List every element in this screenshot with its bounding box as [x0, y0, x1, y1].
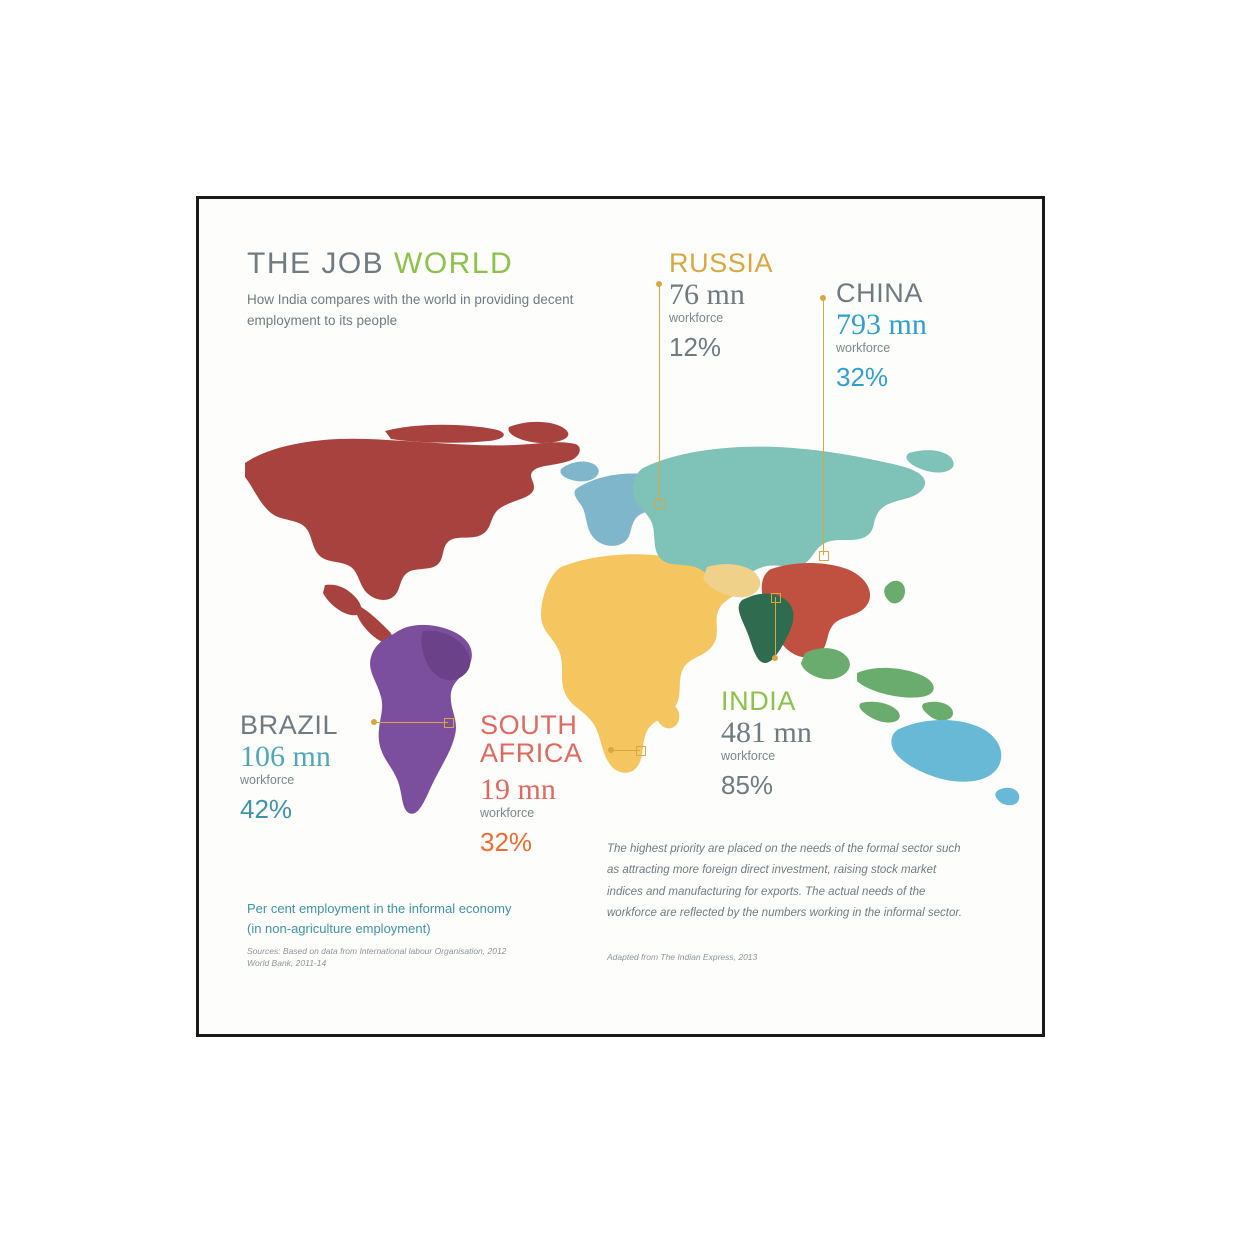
percent-value-russia: 12%: [669, 332, 722, 363]
title-block: [247, 247, 637, 332]
leader-dot-china: [820, 295, 826, 301]
workforce-label-brazil: workforce: [240, 773, 295, 788]
workforce-label-china: workforce: [836, 341, 891, 356]
callout-china[interactable]: [836, 279, 927, 393]
sources-line-2: World Bank, 2011-14: [247, 958, 327, 969]
percent-value-india: 85%: [721, 770, 774, 801]
leader-line-brazil: [375, 722, 448, 723]
map-region-north-america: [245, 425, 580, 616]
leader-dot-brazil: [371, 719, 377, 725]
sources-note: [247, 945, 592, 970]
sources-line-1: Sources: Based on data from International labour Organisation, 2012: [247, 946, 507, 956]
country-name-china: CHINA: [836, 278, 924, 308]
callout-india[interactable]: [721, 687, 812, 801]
workforce-label-russia: workforce: [669, 311, 724, 326]
map-region-greenland: [508, 422, 568, 443]
title-highlight: WORLD: [394, 247, 514, 280]
country-name-russia: RUSSIA: [669, 248, 774, 278]
map-region-australia: [891, 720, 1019, 805]
workforce-value-brazil: 106 mn: [240, 740, 331, 774]
poster-canvas: [199, 199, 1042, 1034]
country-name-brazil: BRAZIL: [240, 710, 339, 740]
callout-south-africa[interactable]: [480, 711, 583, 858]
page-subtitle: How India compares with the world in providing decent employment to its people: [247, 292, 574, 328]
legend-line-2: (in non-agriculture employment): [247, 920, 431, 936]
workforce-value-south-africa: 19 mn: [480, 772, 556, 806]
map-region-south-america: [370, 625, 472, 814]
leader-marker-china: [819, 551, 829, 561]
callout-russia[interactable]: [669, 249, 773, 363]
title-main: THE JOB: [247, 247, 395, 280]
leader-line-india: [775, 597, 776, 659]
adapted-from-note: Adapted from The Indian Express, 2013: [607, 952, 758, 962]
workforce-value-china: 793 mn: [836, 308, 927, 342]
legend-line-1: Per cent employment in the informal economy: [247, 901, 512, 916]
leader-line-russia: [659, 285, 660, 503]
workforce-label-india: workforce: [721, 749, 776, 764]
map-region-india: [739, 594, 794, 663]
leader-marker-india: [771, 593, 781, 603]
percent-value-brazil: 42%: [240, 794, 293, 825]
leader-dot-south-africa: [608, 747, 614, 753]
legend-note: [247, 899, 592, 970]
leader-line-china: [823, 299, 824, 555]
country-name-south-africa-line1: SOUTH: [480, 710, 578, 740]
country-name-india: INDIA: [721, 686, 797, 716]
leader-dot-india: [772, 655, 778, 661]
workforce-label-south-africa: workforce: [480, 805, 535, 820]
body-note: The highest priority are placed on the needs of the formal sector such as attracting more foreign direct investment, raising stock market indices and manufacturing for exports. The actual needs of the workforce are reflected by the numbers working in the informal sector.: [607, 843, 962, 919]
map-region-japan: [884, 581, 905, 604]
leader-marker-south-africa: [636, 746, 646, 756]
infographic-poster: [196, 196, 1045, 1037]
callout-brazil[interactable]: [240, 711, 338, 825]
country-name-south-africa-line2: AFRICA: [480, 738, 583, 769]
percent-value-china: 32%: [836, 362, 889, 393]
workforce-value-russia: 76 mn: [669, 278, 745, 312]
leader-marker-russia: [655, 499, 665, 509]
page-title: [247, 247, 637, 281]
map-region-russia: [633, 447, 954, 583]
leader-dot-russia: [656, 281, 662, 287]
workforce-value-india: 481 mn: [721, 716, 812, 750]
percent-value-south-africa: 32%: [480, 826, 533, 857]
map-region-southeast-asia: [801, 648, 953, 723]
leader-marker-brazil: [444, 718, 454, 728]
